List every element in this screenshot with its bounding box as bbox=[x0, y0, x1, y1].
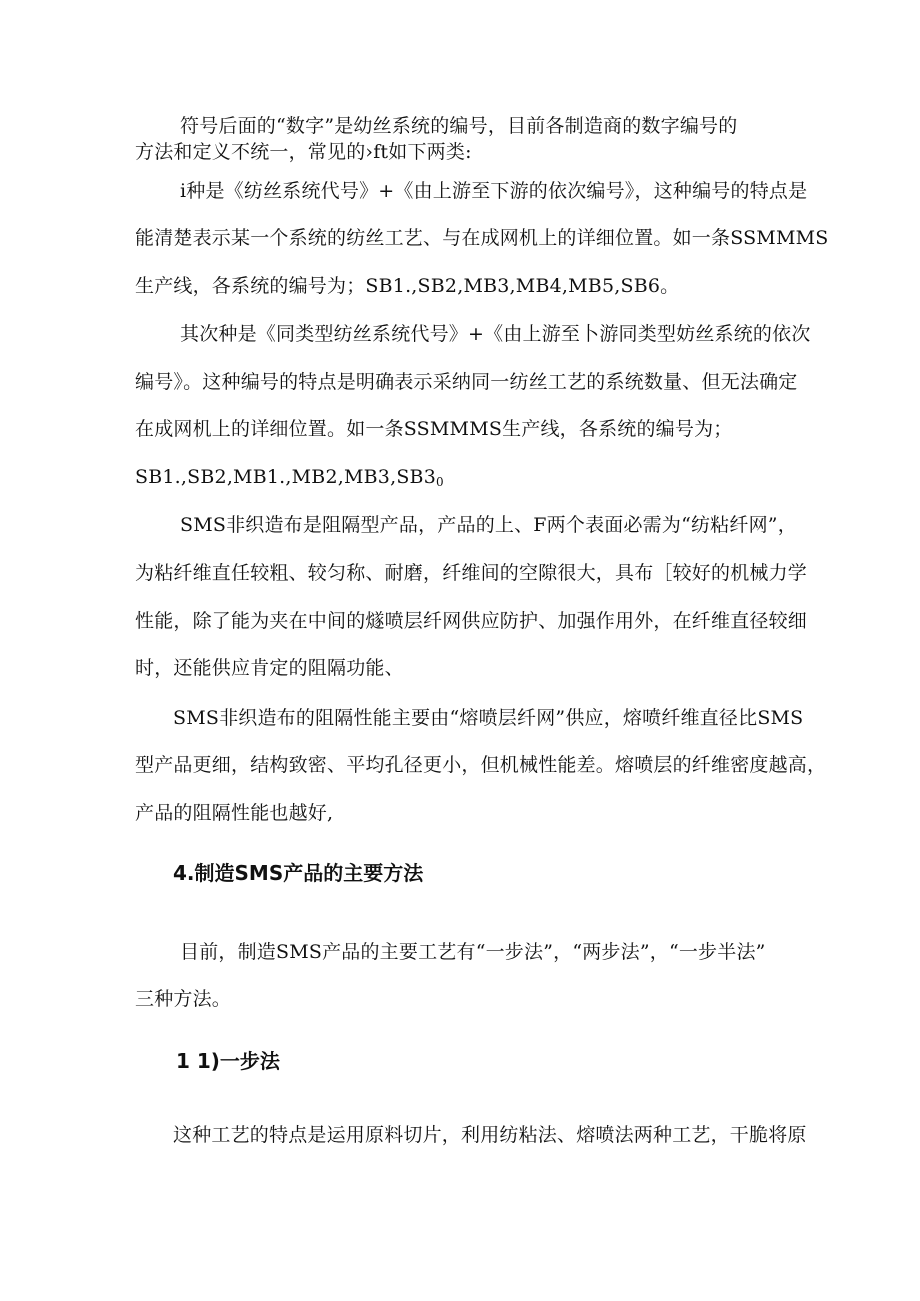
section-heading-4: 4.制造SMS产品的主要方法 bbox=[173, 861, 424, 885]
paragraph-4-line-2: 为粘纤维直任较粗、较匀称、耐磨，纤维间的空隙很大，具布［较好的机械力学 bbox=[135, 562, 808, 584]
paragraph-6-line-1: 目前，制造SMS产品的主要工艺有“一步法”，“两步法”，“一步半法” bbox=[180, 941, 766, 963]
paragraph-3-line-1: 其次种是《同类型纺丝系统代号》+《由上游至卜游同类型妨丝系统的依次 bbox=[180, 323, 811, 345]
paragraph-5-line-3: 产品的阻隔性能也越好, bbox=[135, 802, 334, 824]
paragraph-3-line-2: 编号》。这种编号的特点是明确表示采纳同一纺丝工艺的系统数量、但无法确定 bbox=[135, 371, 798, 393]
paragraph-4-line-4: 时，还能供应肯定的阻隔功能、 bbox=[135, 657, 404, 679]
paragraph-2-line-3: 生产线，各系统的编号为；SB1.,SB2,MB3,MB4,MB5,SB6。 bbox=[135, 275, 680, 297]
paragraph-3-line-4-subscript: 0 bbox=[436, 475, 444, 489]
paragraph-6-line-2: 三种方法。 bbox=[135, 988, 232, 1010]
paragraph-3-line-4-text: SB1.,SB2,MB1.,MB2,MB3,SB3 bbox=[135, 466, 436, 488]
paragraph-2-line-2: 能清楚表示某一个系统的纺丝工艺、与在成网机上的详细位置。如一条SSMMMS bbox=[135, 227, 829, 249]
paragraph-4-line-1: SMS非织造布是阻隔型产品，产品的上、F两个表面必需为“纺粘纤网”， bbox=[180, 514, 797, 536]
subsection-heading-1: 1 1)一步法 bbox=[176, 1049, 280, 1073]
paragraph-5-line-1: SMS非织造布的阻隔性能主要由“熔喷层纤网”供应，熔喷纤维直径比SMS bbox=[173, 707, 804, 729]
paragraph-3-line-3: 在成网机上的详细位置。如一条SSMMMS生产线，各系统的编号为； bbox=[135, 418, 733, 440]
paragraph-7-line-1: 这种工艺的特点是运用原料切片，利用纺粘法、熔喷法两种工艺，干脆将原 bbox=[173, 1124, 807, 1146]
paragraph-2-line-1: i种是《纺丝系统代号》+《由上游至下游的依次编号》，这种编号的特点是 bbox=[180, 180, 808, 202]
paragraph-3-line-4 bbox=[135, 464, 444, 495]
paragraph-4-line-3: 性能，除了能为夹在中间的燧喷层纤网供应防护、加强作用外，在纤维直径较细 bbox=[135, 610, 808, 632]
paragraph-1-line-1: 符号后面的“数字”是幼丝系统的编号，目前各制造商的数字编号的 bbox=[180, 115, 738, 137]
paragraph-5-line-2: 型产品更细，结构致密、平均孔径更小，但机械性能差。熔喷层的纤维密度越高， bbox=[135, 754, 827, 776]
paragraph-1-line-2: 方法和定义不统一，常见的›ft如下两类: bbox=[135, 141, 472, 163]
